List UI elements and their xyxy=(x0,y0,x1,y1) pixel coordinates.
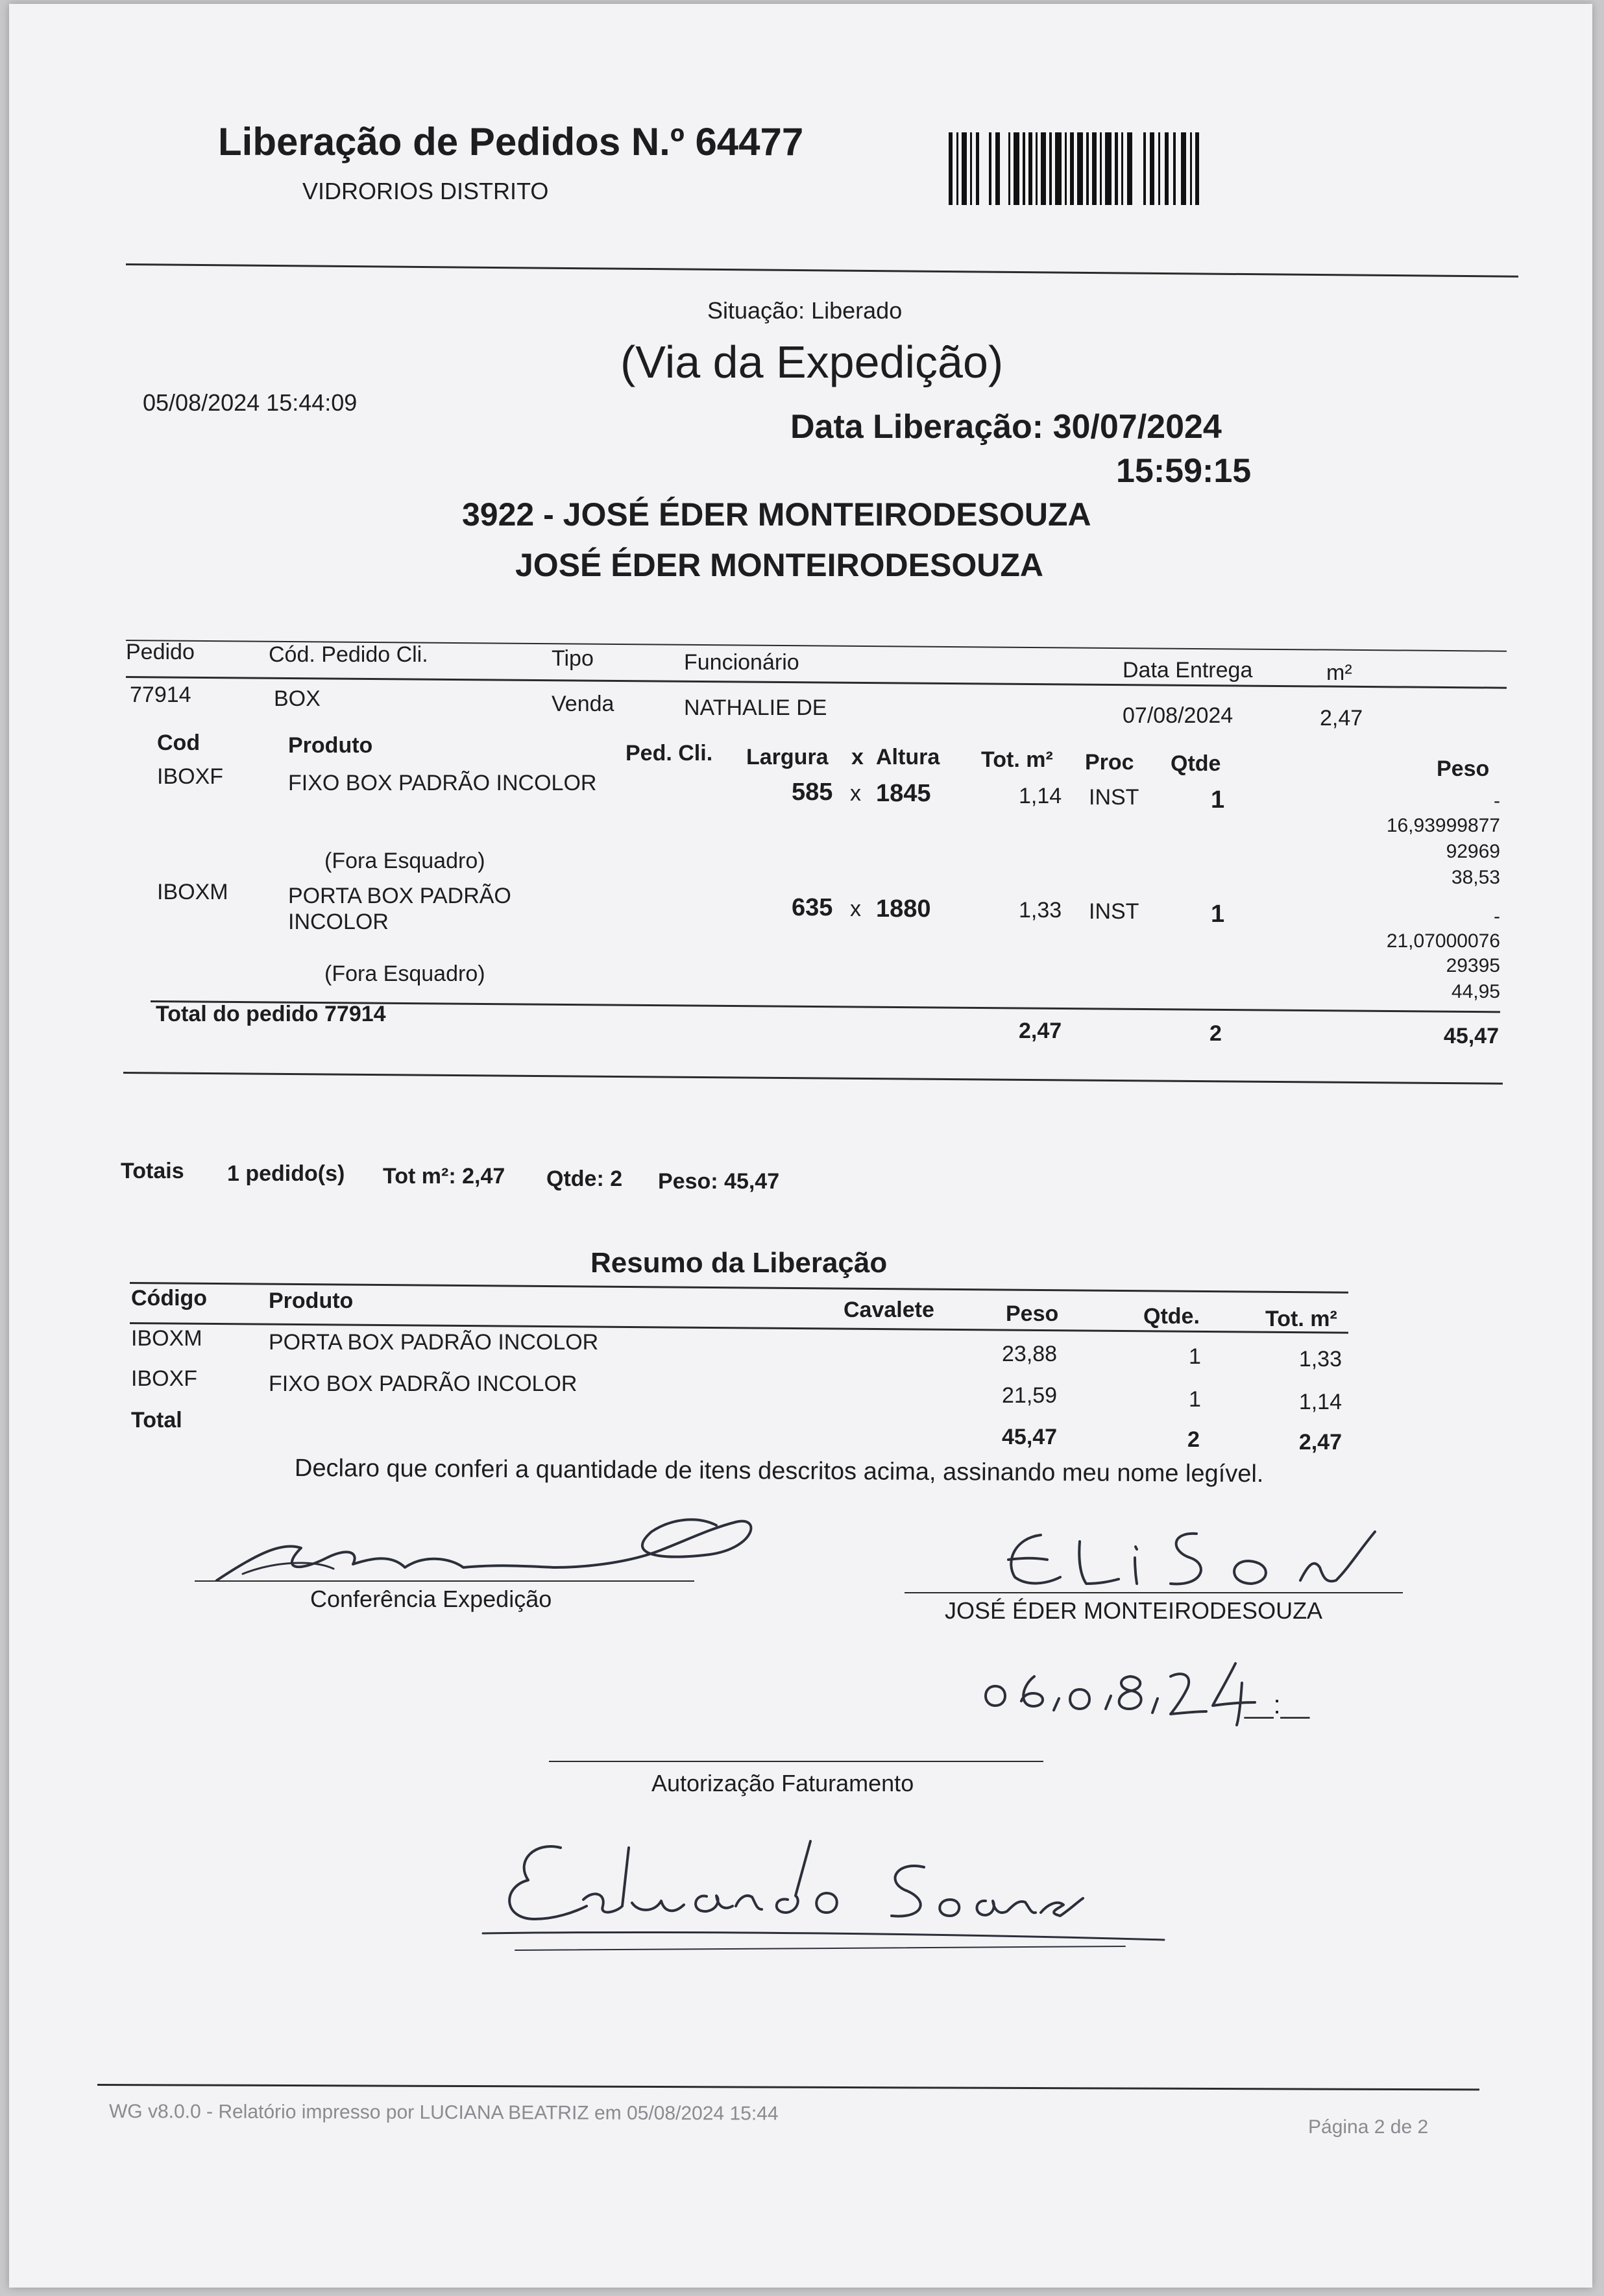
item-produto: PORTA BOX PADRÃO xyxy=(288,884,511,908)
item-peso-line: 92969 xyxy=(1446,841,1500,862)
order-total-qtde: 2 xyxy=(1209,1021,1222,1046)
item-peso-line: 29395 xyxy=(1446,955,1500,976)
data-liberacao: Data Liberação: 30/07/2024 xyxy=(790,408,1222,446)
col-m2: m² xyxy=(1326,660,1352,685)
autorizacao-label: Autorização Faturamento xyxy=(651,1770,914,1796)
item-tot-m2: 1,14 xyxy=(1019,784,1062,808)
handwritten-date xyxy=(976,1657,1274,1728)
barcode-icon xyxy=(949,132,1203,205)
document-page xyxy=(9,4,1592,2288)
order-cod-pedido-cli: BOX xyxy=(274,686,321,711)
item-produto-line2: INCOLOR xyxy=(288,910,389,934)
item-produto: FIXO BOX PADRÃO INCOLOR xyxy=(288,771,597,795)
conferencia-signature xyxy=(204,1496,762,1593)
resumo-title: Resumo da Liberação xyxy=(590,1247,888,1279)
col-x: x xyxy=(851,745,864,769)
order-funcionario: NATHALIE DE xyxy=(684,695,827,720)
resumo-row-tot-m2: 1,14 xyxy=(1298,1390,1342,1414)
col-funcionario: Funcionário xyxy=(684,650,799,675)
items-bottom-rule xyxy=(123,1072,1503,1085)
col-peso: Peso xyxy=(1437,756,1490,781)
resumo-row-codigo: IBOXF xyxy=(131,1366,198,1391)
item-peso-line: 44,95 xyxy=(1451,981,1500,1002)
conferencia-label: Conferência Expedição xyxy=(310,1586,552,1612)
page-number: Página 2 de 2 xyxy=(1308,2116,1429,2138)
item-peso-line: 38,53 xyxy=(1451,867,1500,888)
item-qtde: 1 xyxy=(1211,900,1225,928)
item-peso-line: 21,07000076 xyxy=(1386,930,1500,952)
via-label: (Via da Expedição) xyxy=(620,337,1004,387)
client-signature xyxy=(995,1522,1398,1593)
item-largura: 585 xyxy=(792,779,833,806)
header-divider xyxy=(126,263,1518,278)
item-tot-m2: 1,33 xyxy=(1019,898,1062,923)
col-cod-pedido-cli: Cód. Pedido Cli. xyxy=(269,642,428,667)
situacao-label: Situação: Liberado xyxy=(707,297,903,324)
resumo-row-produto: PORTA BOX PADRÃO INCOLOR xyxy=(269,1330,599,1355)
hora-liberacao: 15:59:15 xyxy=(1116,452,1252,490)
col-cod: Cod xyxy=(157,731,200,755)
document-title: Liberação de Pedidos N.º 64477 xyxy=(218,120,804,163)
col-qtde: Qtde xyxy=(1171,751,1221,776)
col-data-entrega: Data Entrega xyxy=(1123,658,1253,683)
item-largura: 635 xyxy=(792,894,833,921)
item-note: (Fora Esquadro) xyxy=(324,961,485,986)
totais-peso: Peso: 45,47 xyxy=(658,1169,780,1194)
item-cod: IBOXM xyxy=(157,880,228,904)
resumo-col-cavalete: Cavalete xyxy=(844,1298,934,1322)
resumo-row-produto: FIXO BOX PADRÃO INCOLOR xyxy=(269,1372,577,1396)
totais-label: Totais xyxy=(121,1159,184,1183)
autorizacao-line xyxy=(549,1761,1043,1762)
order-tipo: Venda xyxy=(552,692,614,716)
item-x: x xyxy=(850,781,861,806)
footer-rule xyxy=(97,2084,1479,2090)
resumo-row-peso: 21,59 xyxy=(1002,1383,1058,1408)
resumo-total-tot-m2: 2,47 xyxy=(1298,1430,1342,1455)
resumo-total-qtde: 2 xyxy=(1187,1427,1200,1452)
time-blank: __:__ xyxy=(1245,1691,1310,1719)
declaration-text: Declaro que conferi a quantidade de itens descritos acima, assinando meu nome legível. xyxy=(294,1455,1264,1488)
client-signature-label: JOSÉ ÉDER MONTEIRODESOUZA xyxy=(945,1597,1323,1624)
totais-qtde: Qtde: 2 xyxy=(546,1166,623,1191)
client-signature-line xyxy=(905,1592,1403,1593)
resumo-col-codigo: Código xyxy=(131,1286,208,1311)
item-proc: INST xyxy=(1089,899,1139,924)
resumo-total-label: Total xyxy=(131,1408,182,1432)
resumo-total-peso: 45,47 xyxy=(1002,1425,1058,1449)
item-altura: 1880 xyxy=(876,895,931,923)
col-pedido: Pedido xyxy=(126,640,195,664)
item-peso-line: - xyxy=(1494,906,1500,927)
col-proc: Proc xyxy=(1085,750,1134,775)
item-proc: INST xyxy=(1089,785,1139,810)
resumo-col-peso: Peso xyxy=(1006,1301,1059,1326)
item-altura: 1845 xyxy=(876,780,931,807)
item-note: (Fora Esquadro) xyxy=(324,849,485,873)
col-tot-m2: Tot. m² xyxy=(981,747,1053,772)
col-produto: Produto xyxy=(288,733,373,758)
order-m2: 2,47 xyxy=(1320,706,1363,731)
resumo-col-tot-m2: Tot. m² xyxy=(1265,1307,1337,1331)
report-info: WG v8.0.0 - Relatório impresso por LUCIANA BEATRIZ em 05/08/2024 15:44 xyxy=(108,2101,779,2125)
resumo-row-qtde: 1 xyxy=(1189,1344,1201,1369)
item-peso-line: - xyxy=(1494,790,1500,812)
client-name: JOSÉ ÉDER MONTEIRODESOUZA xyxy=(515,547,1043,583)
client-code-name: 3922 - JOSÉ ÉDER MONTEIRODESOUZA xyxy=(462,496,1091,533)
col-altura: Altura xyxy=(876,745,940,769)
order-table-header-rule xyxy=(126,676,1507,689)
totais-tot-m2: Tot m²: 2,47 xyxy=(383,1164,505,1189)
item-x: x xyxy=(850,897,861,921)
resumo-row-peso: 23,88 xyxy=(1002,1342,1058,1366)
order-data-entrega: 07/08/2024 xyxy=(1123,703,1233,728)
resumo-row-qtde: 1 xyxy=(1189,1387,1201,1412)
resumo-row-tot-m2: 1,33 xyxy=(1298,1347,1342,1372)
col-tipo: Tipo xyxy=(552,646,594,671)
order-pedido: 77914 xyxy=(130,683,191,707)
order-total-m2: 2,47 xyxy=(1019,1019,1062,1043)
order-total-label: Total do pedido 77914 xyxy=(156,1002,386,1026)
resumo-row-codigo: IBOXM xyxy=(131,1326,202,1351)
order-total-peso: 45,47 xyxy=(1443,1024,1499,1048)
resumo-col-produto: Produto xyxy=(269,1288,354,1313)
conferencia-line xyxy=(195,1580,694,1582)
item-cod: IBOXF xyxy=(157,764,224,789)
print-datetime: 05/08/2024 15:44:09 xyxy=(143,389,358,416)
item-qtde: 1 xyxy=(1211,786,1225,814)
col-largura: Largura xyxy=(746,745,829,769)
col-ped-cli: Ped. Cli. xyxy=(626,741,713,766)
company-name: VIDRORIOS DISTRITO xyxy=(302,178,549,204)
resumo-col-qtde: Qtde. xyxy=(1143,1304,1200,1329)
autorizacao-signature xyxy=(476,1828,1203,1971)
item-peso-line: 16,93999877 xyxy=(1386,815,1500,836)
totais-pedidos: 1 pedido(s) xyxy=(227,1161,345,1186)
